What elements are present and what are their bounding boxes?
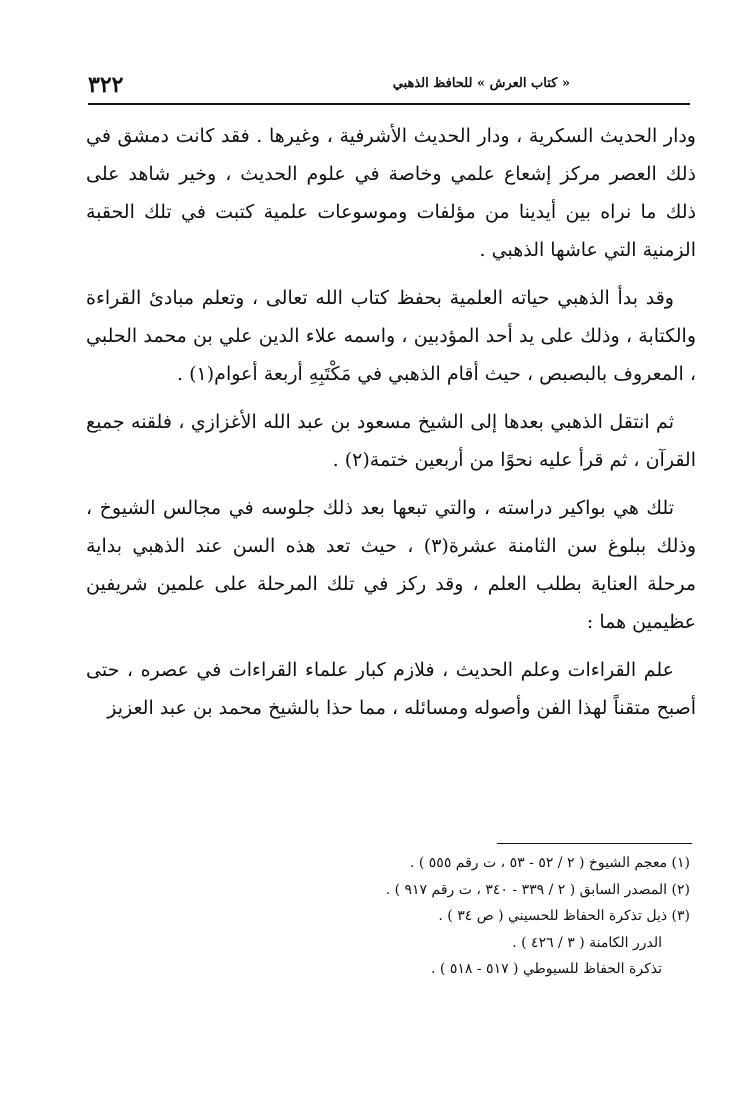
- footnote: (٣) ذيل تذكرة الحفاظ للحسيني ( ص ٣٤ ) .: [438, 908, 690, 924]
- page-header: [88, 70, 690, 100]
- main-text: [86, 117, 696, 737]
- paragraph: وقد بدأ الذهبي حياته العلمية بحفظ كتاب الله تعالى ، وتعلم مبادئ القراءة والكتابة ، وذلك على يد أحد المؤدبين ، واسمه علاء الدين علي بن محمد الحلبي ، المعروف بالبصبص ، حيث أقام الذهبي في مَكْتَبِهِ أربعة أعوام(١) .: [86, 287, 696, 385]
- footnote-continuation: تذكرة الحفاظ للسيوطي ( ٥١٧ - ٥١٨ ) .: [431, 961, 662, 977]
- page-number: ٣٢٢: [88, 72, 124, 98]
- footnotes: [130, 850, 690, 983]
- paragraph: ثم انتقل الذهبي بعدها إلى الشيخ مسعود بن عبد الله الأغزازي ، فلقنه جميع القرآن ، ثم قرأ عليه نحوًا من أربعين ختمة(٢) .: [86, 411, 696, 471]
- footnote-divider: [497, 843, 692, 844]
- paragraph: تلك هي بواكير دراسته ، والتي تبعها بعد ذلك جلوسه في مجالس الشيوخ ، وذلك ببلوغ سن الثامنة عشرة(٣) ، حيث تعد هذه السن عند الذهبي بداية مرحلة العناية بطلب العلم ، وقد ركز في تلك المرحلة على علمين شريفين عظيمين هما :: [86, 497, 696, 633]
- footnote: (١) معجم الشيوخ ( ٢ / ٥٢ - ٥٣ ، ت رقم ٥٥٥ ) .: [409, 855, 690, 871]
- footnote-continuation: الدرر الكامنة ( ٣ / ٤٢٦ ) .: [512, 934, 662, 951]
- paragraph: ودار الحديث السكرية ، ودار الحديث الأشرفية ، وغيرها . فقد كانت دمشق في ذلك العصر مركز إشعاع علمي وخاصة في علوم الحديث ، وخير شاهد على ذلك ما نراه بين أيدينا من مؤلفات وموسوعات علمية كتبت في تلك الحقبة الزمنية التي عاشها الذهبي .: [86, 125, 696, 261]
- running-title: « كتاب العرش » للحافظ الذهبي: [392, 76, 570, 91]
- paragraph: علم القراءات وعلم الحديث ، فلازم كبار علماء القراءات في عصره ، حتى أصبح متقناً لهذا الفن وأصوله ومسائله ، مما حذا بالشيخ محمد بن عبد العزيز: [86, 659, 696, 719]
- header-divider: [88, 103, 690, 105]
- footnote: (٢) المصدر السابق ( ٢ / ٣٣٩ - ٣٤٠ ، ت رقم ٩١٧ ) .: [385, 881, 690, 898]
